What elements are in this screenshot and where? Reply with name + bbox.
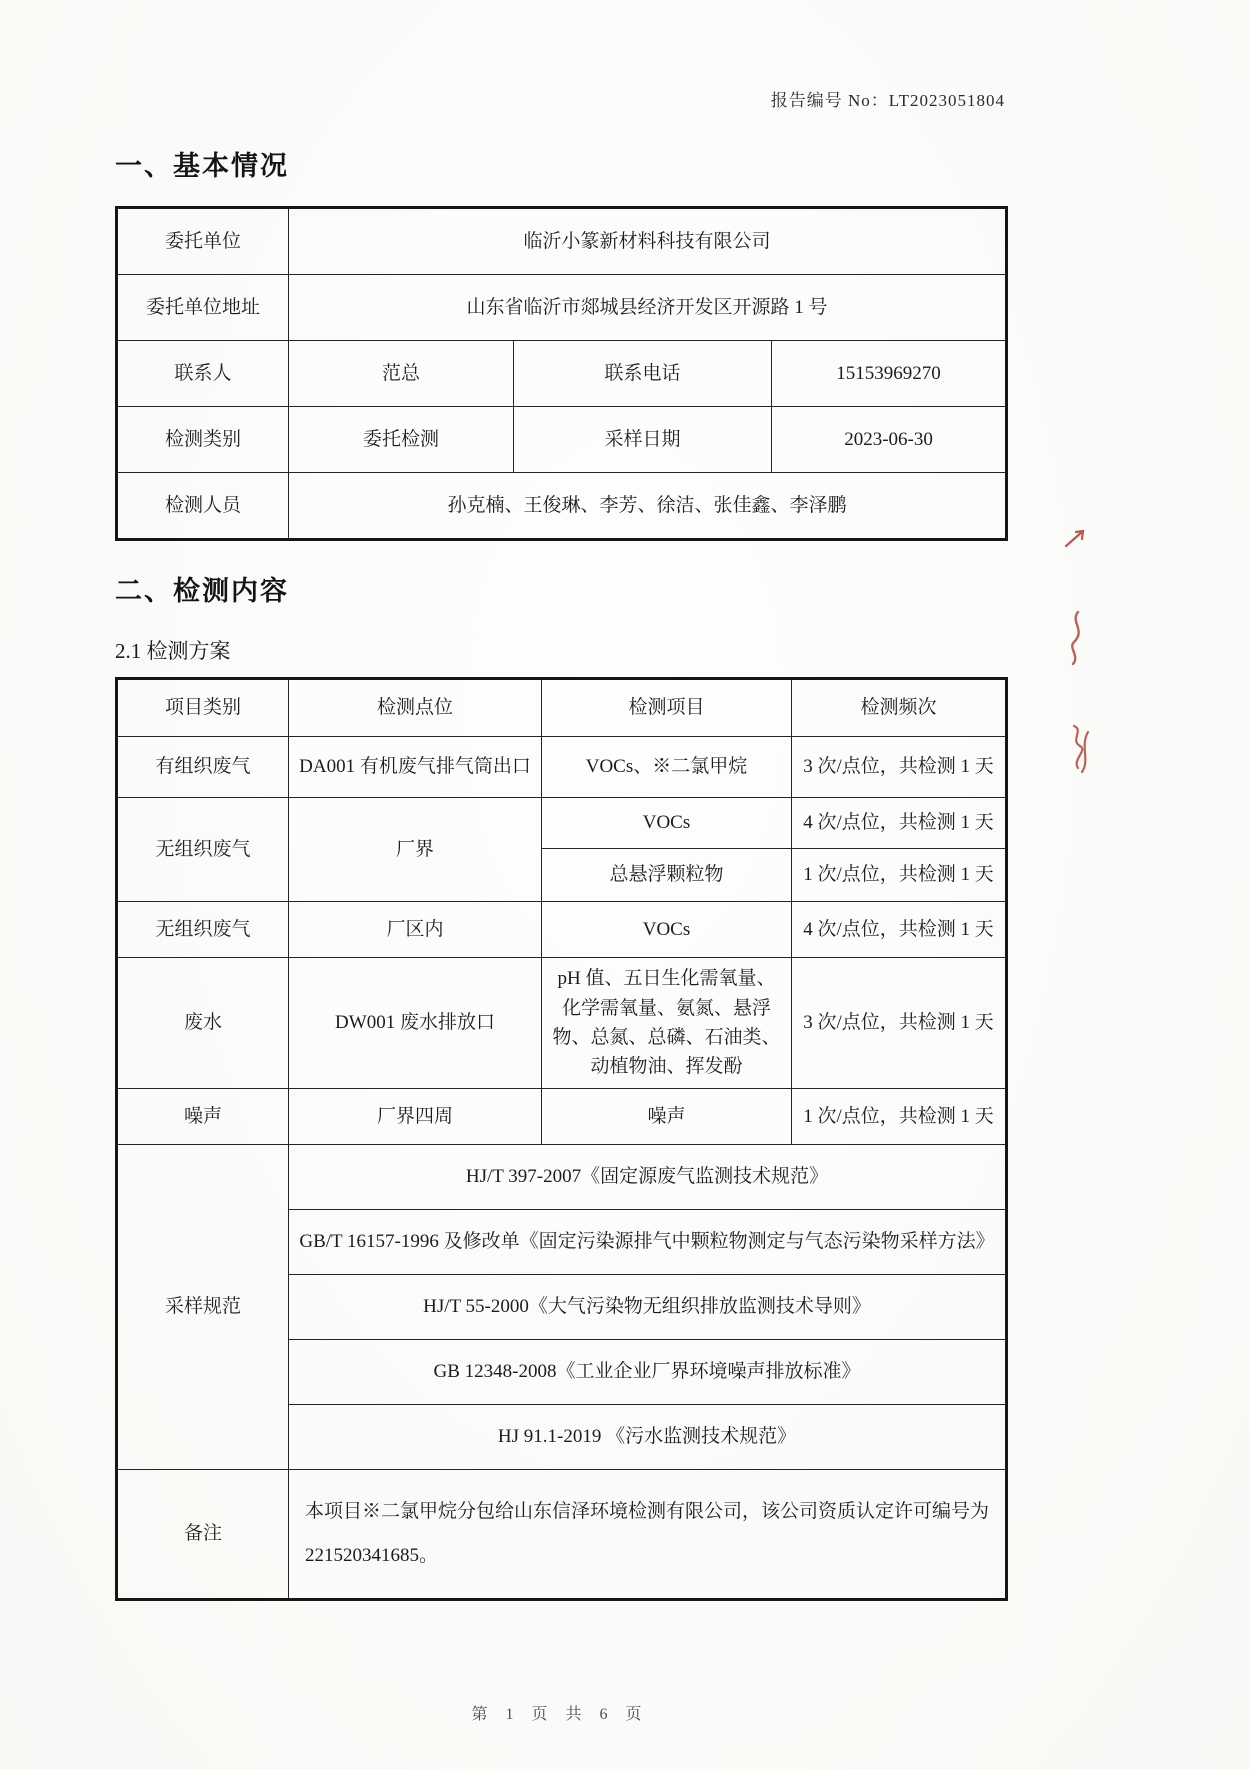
phone-value: 15153969270 xyxy=(772,341,1007,407)
table-row xyxy=(117,341,1007,407)
plan-row-wastewater xyxy=(117,958,1007,1089)
plan-row-sampling-spec xyxy=(117,1145,1007,1210)
staff-label: 检测人员 xyxy=(117,473,289,540)
sampling-date-value: 2023-06-30 xyxy=(772,407,1007,473)
plan-header-row xyxy=(117,679,1007,737)
fugitive-boundary-location: 厂界 xyxy=(289,798,542,902)
category-value: 委托检测 xyxy=(289,407,514,473)
organized-gas-location: DA001 有机废气排气筒出口 xyxy=(289,737,542,798)
fugitive-boundary-item-tsp: 总悬浮颗粒物 xyxy=(542,849,792,902)
test-plan-table xyxy=(115,677,1008,1601)
sampling-spec-item: HJ/T 397-2007《固定源废气监测技术规范》 xyxy=(289,1145,1007,1210)
report-number-label: 报告编号 No： xyxy=(770,91,889,110)
header-item: 检测项目 xyxy=(542,679,792,737)
fugitive-boundary-frequency-vocs: 4 次/点位，共检测 1 天 xyxy=(792,798,1007,849)
basic-info-table xyxy=(115,206,1008,541)
sampling-spec-label: 采样规范 xyxy=(117,1145,289,1470)
sampling-date-label: 采样日期 xyxy=(514,407,772,473)
sampling-spec-item: HJ/T 55-2000《大气污染物无组织排放监测技术导则》 xyxy=(289,1275,1007,1340)
section-basic-title: 一、基本情况 xyxy=(115,151,289,181)
wastewater-frequency: 3 次/点位，共检测 1 天 xyxy=(792,958,1007,1089)
contact-label: 联系人 xyxy=(117,341,289,407)
plan-row-fugitive-inside xyxy=(117,902,1007,958)
noise-item: 噪声 xyxy=(542,1089,792,1145)
fugitive-inside-item: VOCs xyxy=(542,902,792,958)
table-row xyxy=(117,473,1007,540)
table-row xyxy=(117,407,1007,473)
staff-value: 孙克楠、王俊琳、李芳、徐洁、张佳鑫、李泽鹏 xyxy=(289,473,1007,540)
contact-value: 范总 xyxy=(289,341,514,407)
page-number-footer: 第 1 页 共 6 页 xyxy=(471,1706,649,1723)
remark-value xyxy=(289,1470,1007,1600)
report-number xyxy=(115,86,1005,110)
fugitive-boundary-item-vocs: VOCs xyxy=(542,798,792,849)
noise-frequency: 1 次/点位，共检测 1 天 xyxy=(792,1089,1007,1145)
plan-subtitle: 2.1 检测方案 xyxy=(115,639,231,663)
organized-gas-category: 有组织废气 xyxy=(117,737,289,798)
sampling-spec-item: GB 12348-2008《工业企业厂界环境噪声排放标准》 xyxy=(289,1340,1007,1405)
page-content xyxy=(115,0,1005,1724)
plan-row-remark xyxy=(117,1470,1007,1600)
wastewater-item: pH 值、五日生化需氧量、化学需氧量、氨氮、悬浮物、总氮、总磷、石油类、动植物油、挥发酚 xyxy=(542,958,792,1089)
noise-category: 噪声 xyxy=(117,1089,289,1145)
header-frequency: 检测频次 xyxy=(792,679,1007,737)
fugitive-boundary-category: 无组织废气 xyxy=(117,798,289,902)
header-location: 检测点位 xyxy=(289,679,542,737)
section-content-title: 二、检测内容 xyxy=(115,576,289,606)
client-value: 临沂小篆新材料科技有限公司 xyxy=(289,208,1007,275)
plan-row-noise xyxy=(117,1089,1007,1145)
report-number-value: LT2023051804 xyxy=(888,91,1005,110)
plan-row-organized-gas xyxy=(117,737,1007,798)
fugitive-boundary-frequency-tsp: 1 次/点位，共检测 1 天 xyxy=(792,849,1007,902)
sampling-spec-item: HJ 91.1-2019 《污水监测技术规范》 xyxy=(289,1405,1007,1470)
remark-line-1: 本项目※二氯甲烷分包给山东信泽环境检测有限公司，该公司资质认定许可编号为 xyxy=(305,1501,990,1523)
remark-label: 备注 xyxy=(117,1470,289,1600)
wastewater-location: DW001 废水排放口 xyxy=(289,958,542,1089)
category-label: 检测类别 xyxy=(117,407,289,473)
header-category: 项目类别 xyxy=(117,679,289,737)
organized-gas-frequency: 3 次/点位，共检测 1 天 xyxy=(792,737,1007,798)
plan-row-fugitive-boundary xyxy=(117,798,1007,849)
address-label: 委托单位地址 xyxy=(117,275,289,341)
address-value: 山东省临沂市郯城县经济开发区开源路 1 号 xyxy=(289,275,1007,341)
red-ink-marks xyxy=(1060,520,1120,800)
phone-label: 联系电话 xyxy=(514,341,772,407)
fugitive-inside-location: 厂区内 xyxy=(289,902,542,958)
sampling-spec-item: GB/T 16157-1996 及修改单《固定污染源排气中颗粒物测定与气态污染物采样方法》 xyxy=(289,1210,1007,1275)
client-label: 委托单位 xyxy=(117,208,289,275)
noise-location: 厂界四周 xyxy=(289,1089,542,1145)
fugitive-inside-category: 无组织废气 xyxy=(117,902,289,958)
table-row xyxy=(117,208,1007,275)
fugitive-inside-frequency: 4 次/点位，共检测 1 天 xyxy=(792,902,1007,958)
wastewater-category: 废水 xyxy=(117,958,289,1089)
organized-gas-item: VOCs、※二氯甲烷 xyxy=(542,737,792,798)
table-row xyxy=(117,275,1007,341)
remark-line-2: 221520341685。 xyxy=(305,1545,439,1566)
